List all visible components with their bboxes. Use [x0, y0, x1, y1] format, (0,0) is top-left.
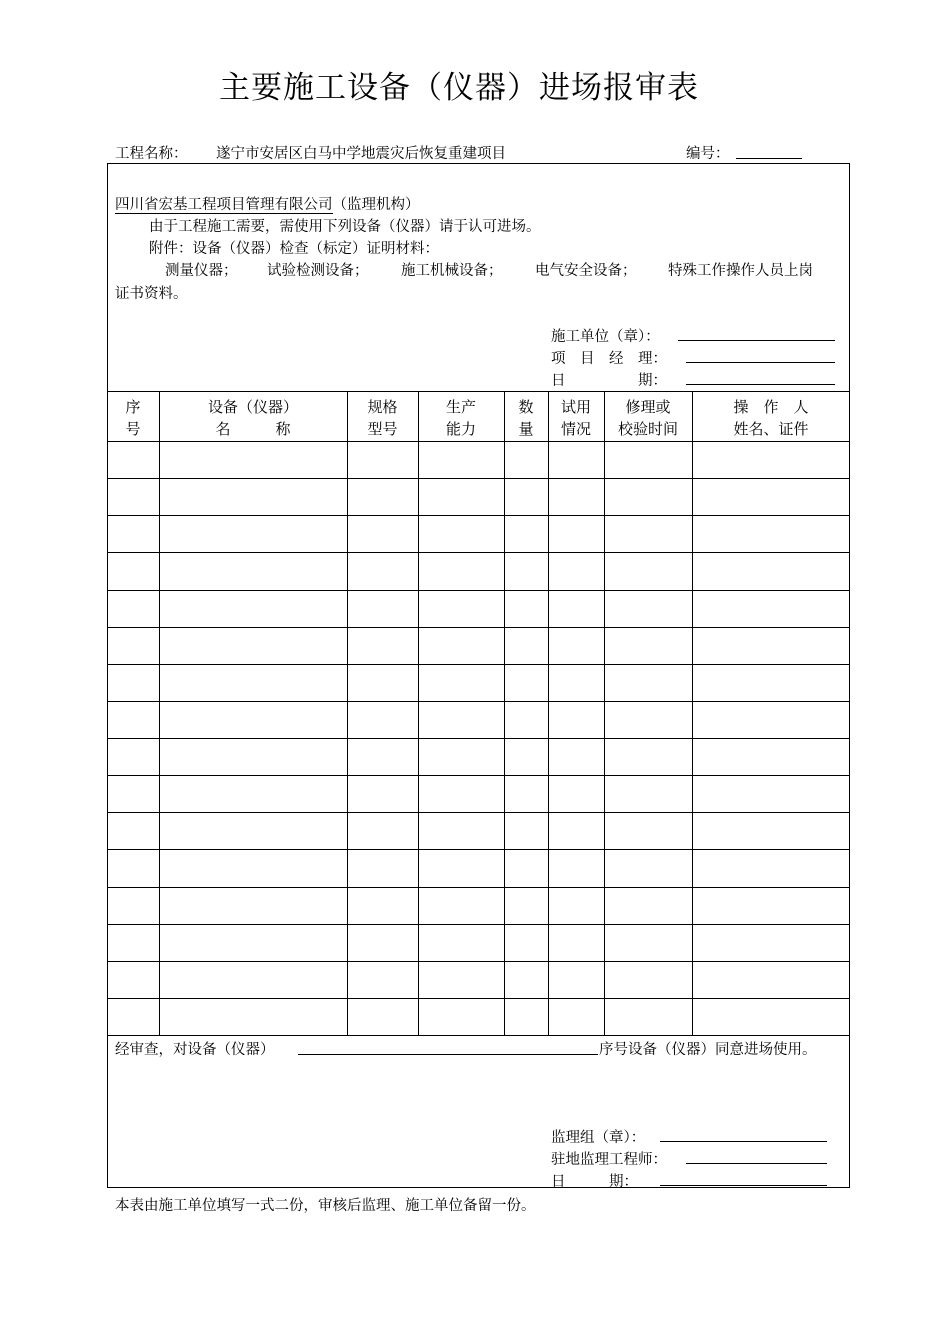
- table-row-divider: [107, 590, 850, 591]
- request-text: 由于工程施工需要，需使用下列设备（仪器）请于认可进场。: [149, 219, 541, 235]
- table-cell[interactable]: [107, 738, 159, 775]
- table-cell[interactable]: [548, 849, 604, 886]
- number-label: 编号：: [686, 146, 730, 162]
- header-text: 试用: [560, 398, 591, 416]
- col-header-equipment-name: [159, 396, 347, 440]
- contractor-seal-label: 施工单位（章）：: [551, 329, 660, 345]
- table-cell[interactable]: [159, 812, 347, 849]
- table-row-divider: [107, 961, 850, 962]
- table-row-divider: [107, 478, 850, 479]
- table-cell[interactable]: [692, 998, 850, 1035]
- table-cell[interactable]: [347, 701, 418, 738]
- header-text: 数: [518, 398, 534, 416]
- table-cell[interactable]: [692, 664, 850, 701]
- table-cell[interactable]: [347, 590, 418, 627]
- col-header-calibration: [604, 396, 692, 440]
- table-cell[interactable]: [159, 738, 347, 775]
- table-cell[interactable]: [159, 552, 347, 589]
- table-cell[interactable]: [107, 627, 159, 664]
- top-date-field[interactable]: [686, 384, 835, 385]
- col-header-quantity: [504, 396, 548, 440]
- table-cell[interactable]: [107, 441, 159, 478]
- column-divider: [504, 391, 505, 1035]
- table-cell[interactable]: [159, 775, 347, 812]
- header-text: 生产: [445, 398, 476, 416]
- table-cell[interactable]: [159, 849, 347, 886]
- table-cell[interactable]: [604, 664, 692, 701]
- table-cell[interactable]: [504, 664, 548, 701]
- table-cell[interactable]: [418, 590, 504, 627]
- resident-engineer-label: 驻地监理工程师：: [551, 1152, 667, 1168]
- table-cell[interactable]: [107, 998, 159, 1035]
- table-cell[interactable]: [604, 738, 692, 775]
- table-cell[interactable]: [548, 924, 604, 961]
- column-divider: [604, 391, 605, 1035]
- table-cell[interactable]: [107, 812, 159, 849]
- table-cell[interactable]: [548, 664, 604, 701]
- header-text: 校验时间: [617, 420, 678, 438]
- supervision-group-label: 监理组（章）：: [551, 1130, 646, 1146]
- table-cell[interactable]: [107, 664, 159, 701]
- table-row-divider: [107, 849, 850, 850]
- table-cell[interactable]: [418, 887, 504, 924]
- table-cell[interactable]: [159, 887, 347, 924]
- header-text: 号: [125, 420, 141, 438]
- table-bottom-border: [107, 1035, 850, 1036]
- table-cell[interactable]: [504, 590, 548, 627]
- table-cell[interactable]: [548, 961, 604, 998]
- bottom-date-label: 日 期：: [551, 1174, 638, 1190]
- column-divider: [418, 391, 419, 1035]
- table-cell[interactable]: [107, 515, 159, 552]
- table-cell[interactable]: [107, 478, 159, 515]
- table-row-divider: [107, 998, 850, 999]
- table-cell[interactable]: [504, 887, 548, 924]
- table-cell[interactable]: [347, 961, 418, 998]
- table-cell[interactable]: [159, 627, 347, 664]
- table-cell[interactable]: [548, 441, 604, 478]
- table-cell[interactable]: [548, 590, 604, 627]
- table-cell[interactable]: [692, 924, 850, 961]
- table-cell[interactable]: [692, 849, 850, 886]
- table-cell[interactable]: [604, 775, 692, 812]
- table-cell[interactable]: [418, 812, 504, 849]
- attachment-item: 电气安全设备；: [535, 263, 637, 279]
- table-cell[interactable]: [107, 887, 159, 924]
- review-items-field[interactable]: [298, 1054, 598, 1055]
- header-text: 型号: [367, 420, 398, 438]
- table-cell[interactable]: [347, 849, 418, 886]
- table-cell[interactable]: [159, 478, 347, 515]
- table-cell[interactable]: [692, 738, 850, 775]
- table-cell[interactable]: [604, 701, 692, 738]
- table-cell[interactable]: [604, 552, 692, 589]
- table-cell[interactable]: [159, 590, 347, 627]
- table-cell[interactable]: [504, 515, 548, 552]
- table-row-divider: [107, 738, 850, 739]
- column-divider: [347, 391, 348, 1035]
- table-cell[interactable]: [347, 738, 418, 775]
- header-text: 情况: [560, 420, 591, 438]
- table-cell[interactable]: [107, 961, 159, 998]
- table-cell[interactable]: [604, 515, 692, 552]
- table-cell[interactable]: [347, 627, 418, 664]
- table-cell[interactable]: [159, 515, 347, 552]
- table-cell[interactable]: [604, 590, 692, 627]
- table-cell[interactable]: [347, 924, 418, 961]
- table-cell[interactable]: [692, 627, 850, 664]
- table-cell[interactable]: [418, 924, 504, 961]
- table-cell[interactable]: [504, 775, 548, 812]
- table-cell[interactable]: [418, 998, 504, 1035]
- table-row-divider: [107, 664, 850, 665]
- project-manager-field[interactable]: [686, 362, 835, 363]
- project-name-text: 遂宁市安居区白马中学地震灾后恢复重建项目: [216, 146, 506, 162]
- table-cell[interactable]: [548, 998, 604, 1035]
- table-cell[interactable]: [504, 738, 548, 775]
- table-row-divider: [107, 775, 850, 776]
- org-suffix: （监理机构）: [332, 197, 420, 213]
- table-cell[interactable]: [418, 478, 504, 515]
- table-cell[interactable]: [159, 701, 347, 738]
- table-cell[interactable]: [418, 775, 504, 812]
- table-cell[interactable]: [418, 664, 504, 701]
- table-cell[interactable]: [692, 441, 850, 478]
- supervisor-org-name: 四川省宏基工程项目管理有限公司: [115, 197, 333, 213]
- table-cell[interactable]: [347, 478, 418, 515]
- table-cell[interactable]: [548, 701, 604, 738]
- table-cell[interactable]: [347, 441, 418, 478]
- table-cell[interactable]: [159, 961, 347, 998]
- table-cell[interactable]: [548, 775, 604, 812]
- top-date-label: 日 期：: [551, 373, 667, 389]
- table-row-divider: [107, 515, 850, 516]
- table-cell[interactable]: [604, 478, 692, 515]
- col-header-index: [107, 396, 159, 440]
- attachment-heading: 附件：设备（仪器）检查（标定）证明材料：: [149, 241, 439, 257]
- table-cell[interactable]: [418, 849, 504, 886]
- table-cell[interactable]: [504, 812, 548, 849]
- table-cell[interactable]: [504, 998, 548, 1035]
- attachment-item: 测量仪器；: [165, 263, 238, 279]
- table-cell[interactable]: [548, 887, 604, 924]
- org-line: [115, 193, 420, 214]
- table-cell[interactable]: [692, 887, 850, 924]
- table-cell[interactable]: [107, 552, 159, 589]
- header-text: 修理或: [625, 398, 671, 416]
- table-cell[interactable]: [418, 515, 504, 552]
- table-cell[interactable]: [504, 701, 548, 738]
- contractor-seal-field[interactable]: [678, 340, 835, 341]
- col-header-trial: [548, 396, 604, 440]
- header-text: 操 作 人: [733, 398, 809, 416]
- table-cell[interactable]: [548, 627, 604, 664]
- project-name-label: 工程名称：: [115, 146, 188, 162]
- header-text: 设备（仪器）: [207, 398, 298, 416]
- table-row-divider: [107, 887, 850, 888]
- table-cell[interactable]: [107, 849, 159, 886]
- table-cell[interactable]: [604, 998, 692, 1035]
- table-cell[interactable]: [692, 812, 850, 849]
- header-text: 姓名、证件: [733, 420, 809, 438]
- table-top-border: [107, 391, 850, 392]
- project-name-value: [198, 142, 568, 164]
- table-row-divider: [107, 552, 850, 553]
- resident-engineer-field[interactable]: [686, 1163, 827, 1164]
- header-text: 规格: [367, 398, 398, 416]
- table-cell[interactable]: [692, 478, 850, 515]
- table-cell[interactable]: [504, 552, 548, 589]
- table-cell[interactable]: [692, 775, 850, 812]
- table-cell[interactable]: [604, 849, 692, 886]
- table-row-divider: [107, 812, 850, 813]
- table-cell[interactable]: [347, 998, 418, 1035]
- table-cell[interactable]: [159, 924, 347, 961]
- table-cell[interactable]: [504, 924, 548, 961]
- table-cell[interactable]: [347, 552, 418, 589]
- table-cell[interactable]: [159, 664, 347, 701]
- col-header-operator: [692, 396, 850, 440]
- header-text: 序: [125, 398, 141, 416]
- col-header-spec: [347, 396, 418, 440]
- table-cell[interactable]: [504, 441, 548, 478]
- table-cell[interactable]: [347, 515, 418, 552]
- table-cell[interactable]: [159, 441, 347, 478]
- table-cell[interactable]: [604, 627, 692, 664]
- table-cell[interactable]: [418, 701, 504, 738]
- table-cell[interactable]: [107, 590, 159, 627]
- column-divider: [159, 391, 160, 1035]
- review-suffix: 序号设备（仪器）同意进场使用。: [599, 1042, 817, 1058]
- table-cell[interactable]: [548, 738, 604, 775]
- table-cell[interactable]: [548, 812, 604, 849]
- table-cell[interactable]: [548, 552, 604, 589]
- table-cell[interactable]: [347, 664, 418, 701]
- table-cell[interactable]: [692, 515, 850, 552]
- header-text: 量: [518, 420, 534, 438]
- table-cell[interactable]: [107, 701, 159, 738]
- column-divider: [548, 391, 549, 1035]
- table-cell[interactable]: [504, 627, 548, 664]
- table-cell[interactable]: [504, 478, 548, 515]
- table-cell[interactable]: [548, 478, 604, 515]
- table-cell[interactable]: [604, 441, 692, 478]
- table-cell[interactable]: [604, 924, 692, 961]
- page-title: 主要施工设备（仪器）进场报审表: [219, 70, 699, 106]
- table-row-divider: [107, 627, 850, 628]
- footer-note: 本表由施工单位填写一式二份，审核后监理、施工单位备留一份。: [115, 1198, 536, 1214]
- attachment-continuation: 证书资料。: [115, 286, 188, 302]
- table-cell[interactable]: [107, 775, 159, 812]
- table-cell[interactable]: [548, 515, 604, 552]
- table-cell[interactable]: [159, 998, 347, 1035]
- table-cell[interactable]: [347, 775, 418, 812]
- header-text: 名 称: [215, 420, 291, 438]
- bottom-date-field[interactable]: [660, 1185, 827, 1186]
- number-field[interactable]: [736, 158, 802, 159]
- attachment-item: 施工机械设备；: [401, 263, 503, 279]
- table-cell[interactable]: [418, 961, 504, 998]
- table-cell[interactable]: [692, 961, 850, 998]
- table-cell[interactable]: [692, 552, 850, 589]
- review-prefix: 经审查，对设备（仪器）: [115, 1042, 275, 1058]
- table-cell[interactable]: [604, 812, 692, 849]
- supervision-group-field[interactable]: [660, 1141, 827, 1142]
- table-cell[interactable]: [418, 627, 504, 664]
- table-cell[interactable]: [418, 738, 504, 775]
- table-cell[interactable]: [504, 849, 548, 886]
- table-cell[interactable]: [347, 812, 418, 849]
- header-text: 能力: [445, 420, 476, 438]
- col-header-capacity: [418, 396, 504, 440]
- table-cell[interactable]: [107, 924, 159, 961]
- attachment-item: 特殊工作操作人员上岗: [668, 263, 813, 279]
- table-cell[interactable]: [692, 701, 850, 738]
- table-row-divider: [107, 701, 850, 702]
- attachment-item: 试验检测设备；: [267, 263, 369, 279]
- table-cell[interactable]: [504, 961, 548, 998]
- table-row-divider: [107, 924, 850, 925]
- table-cell[interactable]: [604, 887, 692, 924]
- table-cell[interactable]: [692, 590, 850, 627]
- table-cell[interactable]: [604, 961, 692, 998]
- table-cell[interactable]: [347, 887, 418, 924]
- table-cell[interactable]: [418, 552, 504, 589]
- project-manager-label: 项 目 经 理：: [551, 351, 667, 367]
- table-cell[interactable]: [418, 441, 504, 478]
- column-divider: [692, 391, 693, 1035]
